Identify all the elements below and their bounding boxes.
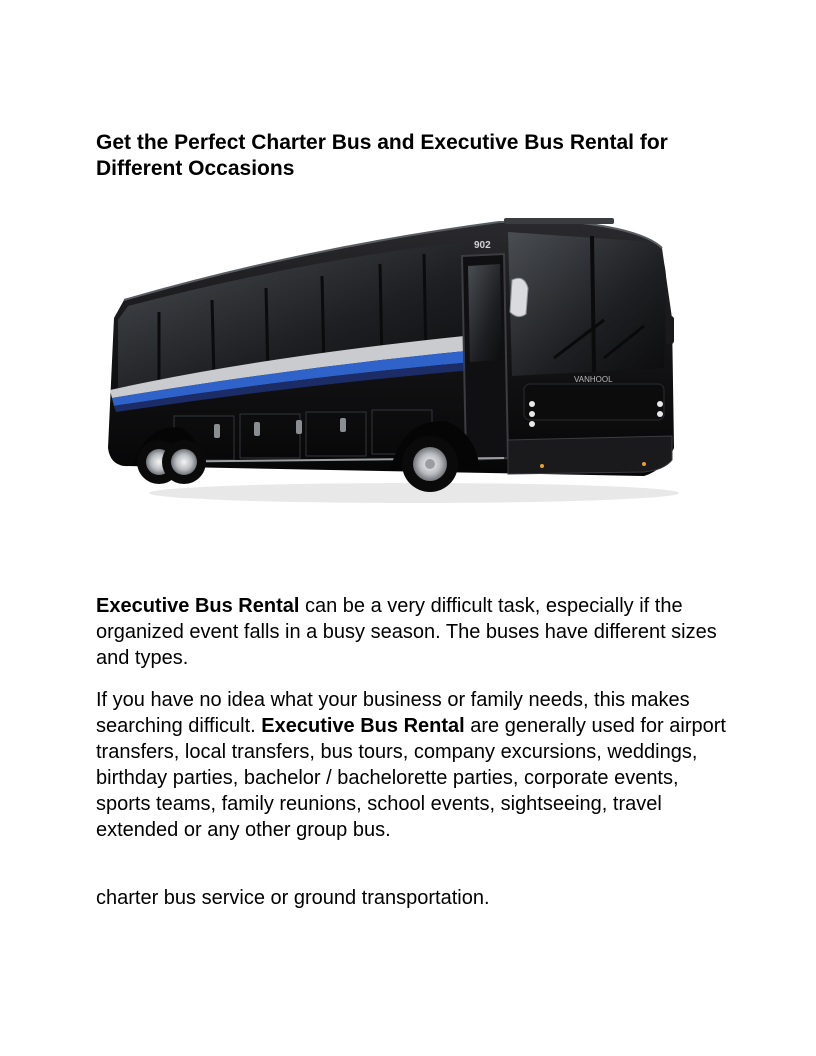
paragraph-text: are generally used for airport transfers, local transfers, bus tours, company excursions, weddings, birthday parties, bachelor / bachelorette parties, corporate events, sports teams, family reunions, school events, sightseeing, travel extended or any other group bus. — [96, 715, 726, 841]
brand-badge: VANHOOL — [574, 375, 613, 384]
bold-term: Executive Bus Rental — [96, 595, 300, 617]
bold-term: Executive Bus Rental — [261, 715, 465, 737]
paragraph-text: can be a very difficult task, especially if the organized event falls in a busy season. The buses have different sizes and types. — [96, 595, 717, 669]
closing-paragraph: charter bus service or ground transportation. — [96, 887, 490, 909]
intro-paragraph — [96, 593, 736, 671]
bus-number-label: 902 — [474, 240, 491, 251]
paragraph-text: If you have no idea what your business or family needs, this makes searching difficult. — [96, 689, 690, 737]
bus-photo — [104, 208, 684, 518]
page-title: Get the Perfect Charter Bus and Executive Bus Rental for Different Occasions — [96, 131, 668, 180]
uses-paragraph — [96, 687, 736, 843]
